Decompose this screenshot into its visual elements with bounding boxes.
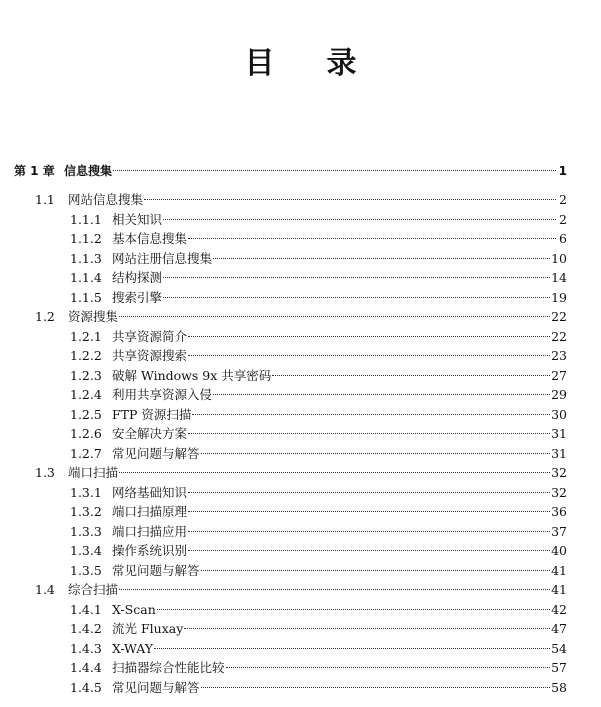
subsection-number: 1.1.5 xyxy=(70,289,102,305)
page-number: 2 xyxy=(559,192,567,207)
section-number: 1.4 xyxy=(35,582,55,597)
page-number: 41 xyxy=(551,582,567,597)
toc-section-row[interactable] xyxy=(35,190,567,209)
dot-leader xyxy=(188,355,550,356)
page-title xyxy=(0,46,601,82)
subsection-title: 端口扫描应用 xyxy=(112,523,188,539)
dot-leader xyxy=(188,492,550,493)
title-char-2: 录 xyxy=(326,46,357,81)
subsection-title: 安全解决方案 xyxy=(112,426,188,441)
toc-subsection-row[interactable] xyxy=(70,229,567,248)
toc-subsection-row[interactable] xyxy=(70,483,567,502)
dot-leader xyxy=(163,219,556,220)
toc-section-row[interactable] xyxy=(35,463,567,482)
dot-leader xyxy=(188,550,550,551)
subsection-number: 1.4.4 xyxy=(70,660,102,675)
dot-leader xyxy=(157,609,550,610)
subsection-title: 端口扫描原理 xyxy=(112,504,188,519)
dot-leader xyxy=(119,589,550,590)
page-number: 41 xyxy=(551,562,567,578)
page-number: 40 xyxy=(551,543,567,558)
page-number: 2 xyxy=(559,211,567,227)
subsection-title: X-WAY xyxy=(112,640,153,656)
dot-leader xyxy=(201,570,551,571)
page-number: 32 xyxy=(551,465,567,480)
subsection-title: 网络基础知识 xyxy=(112,484,188,500)
subsection-number: 1.4.2 xyxy=(70,621,102,636)
toc-subsection-row[interactable] xyxy=(70,658,567,677)
subsection-title: 相关知识 xyxy=(112,211,163,227)
page-number: 27 xyxy=(551,367,567,383)
subsection-title: 扫描器综合性能比较 xyxy=(112,660,225,675)
page-number: 32 xyxy=(551,484,567,500)
page-number: 36 xyxy=(551,504,567,519)
toc-section-row[interactable] xyxy=(35,580,567,599)
dot-leader xyxy=(188,531,550,532)
chapter-number: 第 1 章 xyxy=(14,164,55,178)
subsection-number: 1.2.5 xyxy=(70,406,102,422)
subsection-title: FTP 资源扫描 xyxy=(112,406,192,422)
subsection-title: 破解 Windows 9x 共享密码 xyxy=(112,367,272,383)
subsection-number: 1.3.2 xyxy=(70,504,102,519)
page-number: 54 xyxy=(551,640,567,656)
dot-leader xyxy=(144,199,556,200)
subsection-title: X-Scan xyxy=(112,601,156,617)
dot-leader xyxy=(163,277,550,278)
subsection-number: 1.2.4 xyxy=(70,387,102,402)
section-number: 1.3 xyxy=(35,465,55,480)
subsection-number: 1.4.1 xyxy=(70,601,102,617)
dot-leader xyxy=(163,297,550,298)
toc-subsection-row[interactable] xyxy=(70,619,567,638)
toc-subsection-row[interactable] xyxy=(70,210,567,229)
toc-subsection-row[interactable] xyxy=(70,288,567,307)
dot-leader xyxy=(201,453,551,454)
subsection-title: 常见问题与解答 xyxy=(112,679,200,695)
dot-leader xyxy=(119,316,550,317)
toc-subsection-row[interactable] xyxy=(70,249,567,268)
toc-section-row[interactable] xyxy=(35,307,567,326)
chapter-title: 信息搜集 xyxy=(64,164,113,178)
subsection-number: 1.2.6 xyxy=(70,426,102,441)
toc-subsection-row[interactable] xyxy=(70,541,567,560)
toc-subsection-row[interactable] xyxy=(70,327,567,346)
subsection-title: 常见问题与解答 xyxy=(112,445,200,461)
subsection-title: 共享资源搜索 xyxy=(112,348,188,363)
dot-leader xyxy=(213,394,550,395)
subsection-title: 流光 Fluxay xyxy=(112,621,184,636)
subsection-title: 操作系统识别 xyxy=(112,543,188,558)
subsection-number: 1.4.5 xyxy=(70,679,102,695)
toc-subsection-row[interactable] xyxy=(70,405,567,424)
section-title: 端口扫描 xyxy=(68,465,119,480)
toc-subsection-row[interactable] xyxy=(70,522,567,541)
page-number: 42 xyxy=(551,601,567,617)
toc-subsection-row[interactable] xyxy=(70,561,567,580)
page-number: 58 xyxy=(551,679,567,695)
subsection-number: 1.3.1 xyxy=(70,484,102,500)
page-number: 22 xyxy=(551,328,567,344)
dot-leader xyxy=(113,170,556,171)
subsection-number: 1.3.5 xyxy=(70,562,102,578)
toc-subsection-row[interactable] xyxy=(70,268,567,287)
subsection-number: 1.2.3 xyxy=(70,367,102,383)
dot-leader xyxy=(119,472,550,473)
page-number: 19 xyxy=(551,289,567,305)
subsection-number: 1.2.2 xyxy=(70,348,102,363)
subsection-number: 1.2.7 xyxy=(70,445,102,461)
toc-subsection-row[interactable] xyxy=(70,678,567,697)
page-number: 6 xyxy=(559,231,567,246)
page-number: 10 xyxy=(551,250,567,266)
subsection-title: 结构探测 xyxy=(112,270,163,285)
section-title: 网站信息搜集 xyxy=(68,192,144,207)
subsection-number: 1.3.3 xyxy=(70,523,102,539)
page-number: 31 xyxy=(551,426,567,441)
page-number: 22 xyxy=(551,309,567,324)
toc-chapter-row[interactable] xyxy=(14,162,567,181)
subsection-number: 1.3.4 xyxy=(70,543,102,558)
subsection-number: 1.4.3 xyxy=(70,640,102,656)
page-number: 37 xyxy=(551,523,567,539)
toc-subsection-row[interactable] xyxy=(70,639,567,658)
dot-leader xyxy=(188,433,550,434)
title-char-1: 目 xyxy=(244,46,275,81)
section-title: 资源搜集 xyxy=(68,309,119,324)
toc-subsection-row[interactable] xyxy=(70,346,567,365)
dot-leader xyxy=(192,414,550,415)
page-number: 23 xyxy=(551,348,567,363)
dot-leader xyxy=(154,648,550,649)
subsection-number: 1.1.3 xyxy=(70,250,102,266)
toc-subsection-row[interactable] xyxy=(70,502,567,521)
section-number: 1.1 xyxy=(35,192,55,207)
subsection-number: 1.2.1 xyxy=(70,328,102,344)
dot-leader xyxy=(184,628,550,629)
toc-subsection-row[interactable] xyxy=(70,600,567,619)
subsection-title: 共享资源简介 xyxy=(112,328,188,344)
subsection-number: 1.1.1 xyxy=(70,211,102,227)
subsection-number: 1.1.2 xyxy=(70,231,102,246)
section-number: 1.2 xyxy=(35,309,55,324)
dot-leader xyxy=(226,667,551,668)
dot-leader xyxy=(201,687,551,688)
toc-subsection-row[interactable] xyxy=(70,424,567,443)
page-number: 30 xyxy=(551,406,567,422)
subsection-title: 基本信息搜集 xyxy=(112,231,188,246)
page-number: 57 xyxy=(551,660,567,675)
section-title: 综合扫描 xyxy=(68,582,119,597)
dot-leader xyxy=(272,375,550,376)
subsection-title: 搜索引擎 xyxy=(112,289,163,305)
page-number: 47 xyxy=(551,621,567,636)
page-number: 31 xyxy=(551,445,567,461)
dot-leader xyxy=(188,336,550,337)
toc-subsection-row[interactable] xyxy=(70,444,567,463)
subsection-number: 1.1.4 xyxy=(70,270,102,285)
page-number: 1 xyxy=(558,164,567,178)
dot-leader xyxy=(213,258,550,259)
subsection-title: 常见问题与解答 xyxy=(112,562,200,578)
page-number: 14 xyxy=(551,270,567,285)
subsection-title: 网站注册信息搜集 xyxy=(112,250,213,266)
toc-subsection-row[interactable] xyxy=(70,385,567,404)
dot-leader xyxy=(188,511,550,512)
page-number: 29 xyxy=(551,387,567,402)
dot-leader xyxy=(188,238,556,239)
subsection-title: 利用共享资源入侵 xyxy=(112,387,213,402)
toc-subsection-row[interactable] xyxy=(70,366,567,385)
